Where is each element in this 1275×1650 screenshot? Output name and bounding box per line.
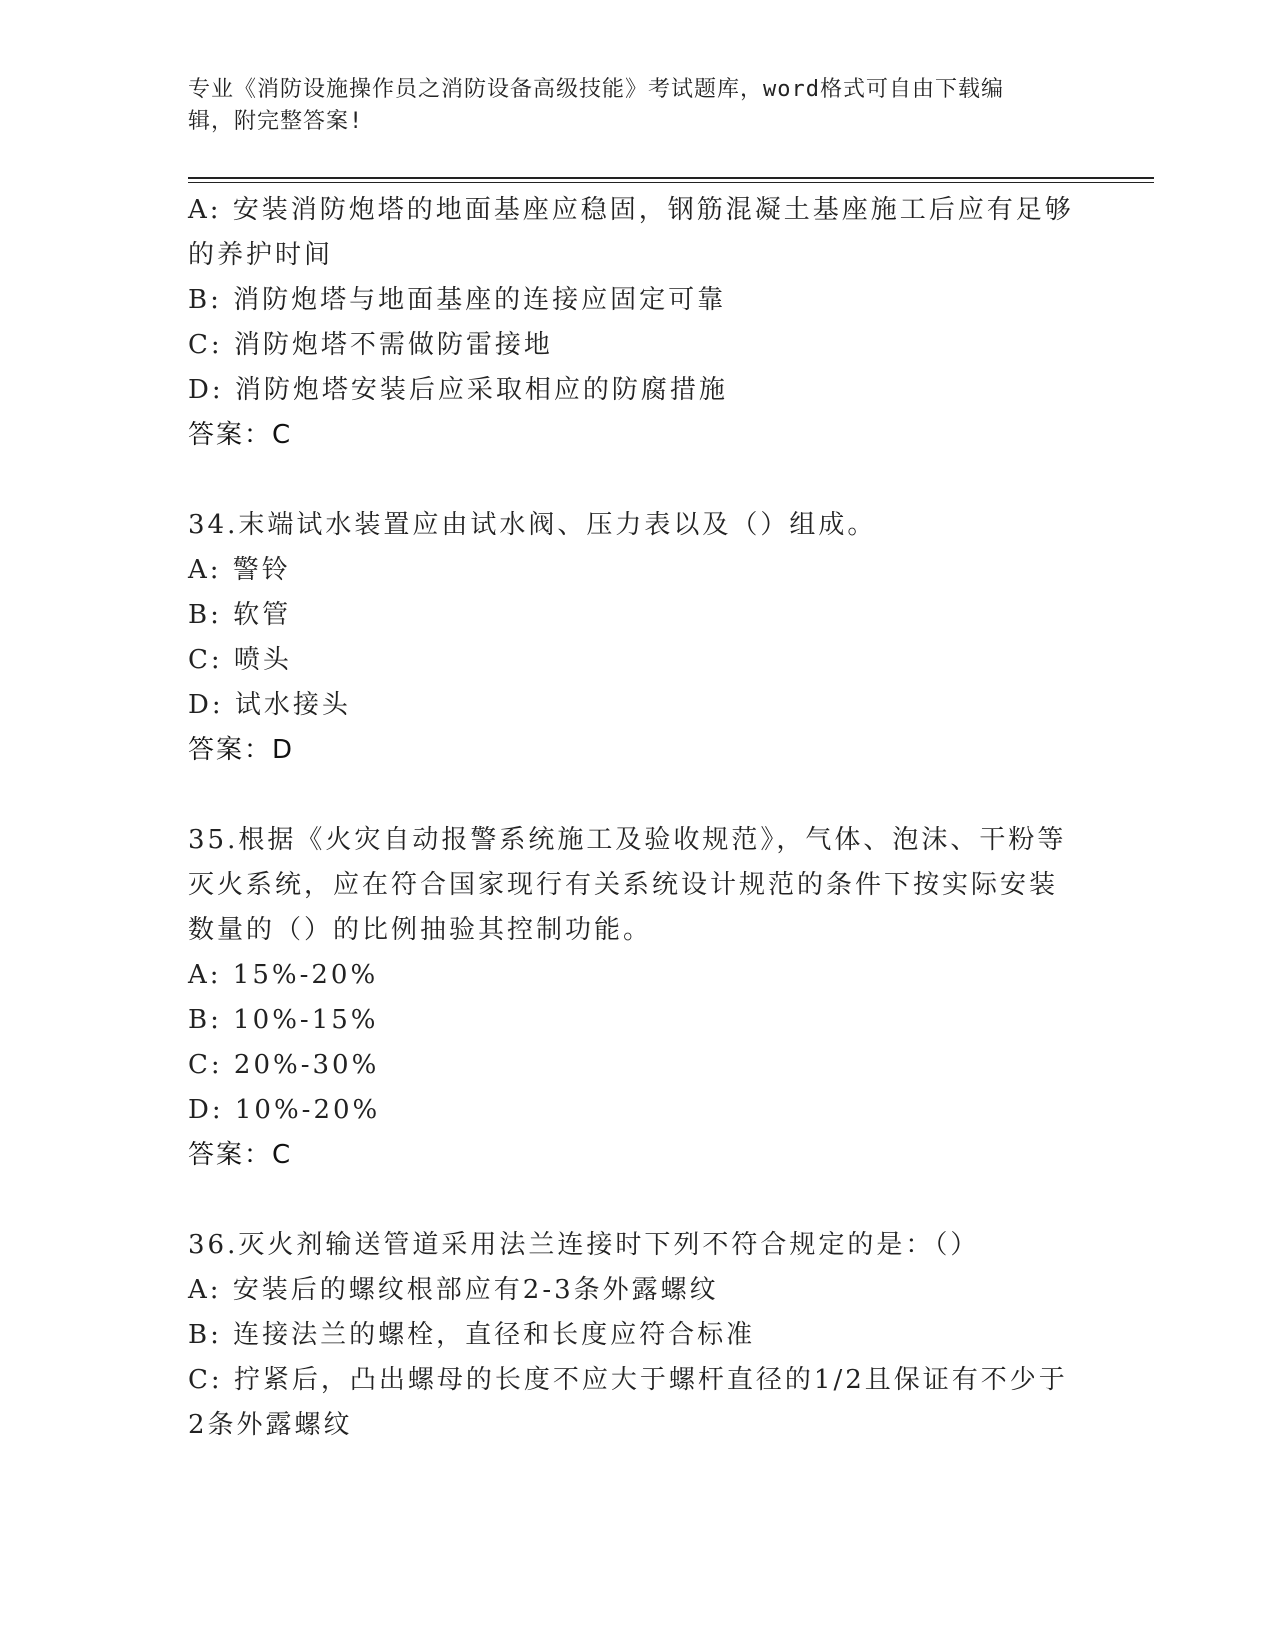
header-line-1: 专业《消防设施操作员之消防设备高级技能》考试题库，word格式可自由下载编 <box>188 77 1004 102</box>
option-a-line-2: 的养护时间 <box>188 240 334 270</box>
option-c: C: 消防炮塔不需做防雷接地 <box>188 330 553 360</box>
option-a-line-1: A: 安装消防炮塔的地面基座应稳固，钢筋混凝土基座施工后应有足够 <box>188 195 1074 225</box>
spacer <box>188 458 1088 503</box>
spacer <box>188 773 1088 818</box>
option-a: A: 15%-20% <box>188 960 379 990</box>
option-b: B: 软管 <box>188 600 292 630</box>
question-block-34 <box>188 503 1088 773</box>
question-text-line-2: 灭火系统，应在符合国家现行有关系统设计规范的条件下按实际安装 <box>188 870 1059 900</box>
question-block-35 <box>188 818 1088 1178</box>
option-d: D: 10%-20% <box>188 1095 381 1125</box>
question-text: 36.灭火剂输送管道采用法兰连接时下列不符合规定的是：（） <box>188 1230 980 1260</box>
answer-label: 答案：C <box>188 1140 293 1170</box>
option-c: C: 喷头 <box>188 645 292 675</box>
question-block-36 <box>188 1223 1088 1448</box>
option-b: B: 连接法兰的螺栓，直径和长度应符合标准 <box>188 1320 756 1350</box>
header-divider-thick <box>188 177 1154 179</box>
option-d: D: 消防炮塔安装后应采取相应的防腐措施 <box>188 375 728 405</box>
option-c: C: 20%-30% <box>188 1050 380 1080</box>
answer-label: 答案：D <box>188 735 295 765</box>
document-header <box>188 74 1088 138</box>
question-text: 34.末端试水装置应由试水阀、压力表以及（）组成。 <box>188 510 877 540</box>
header-divider-thin <box>188 182 1154 183</box>
spacer <box>188 1178 1088 1223</box>
option-b: B: 10%-15% <box>188 1005 379 1035</box>
option-a: A: 警铃 <box>188 555 291 585</box>
option-d: D: 试水接头 <box>188 690 351 720</box>
option-b: B: 消防炮塔与地面基座的连接应固定可靠 <box>188 285 727 315</box>
option-c-line-2: 2条外露螺纹 <box>188 1410 353 1440</box>
question-text-line-3: 数量的（）的比例抽验其控制功能。 <box>188 915 653 945</box>
answer-label: 答案：C <box>188 420 293 450</box>
option-c-line-1: C: 拧紧后，凸出螺母的长度不应大于螺杆直径的1/2且保证有不少于 <box>188 1365 1068 1395</box>
option-a: A: 安装后的螺纹根部应有2-3条外露螺纹 <box>188 1275 719 1305</box>
question-text-line-1: 35.根据《火灾自动报警系统施工及验收规范》，气体、泡沫、干粉等 <box>188 825 1067 855</box>
header-line-2: 辑，附完整答案! <box>188 109 364 134</box>
question-list <box>188 188 1088 1448</box>
question-block-33 <box>188 188 1088 458</box>
